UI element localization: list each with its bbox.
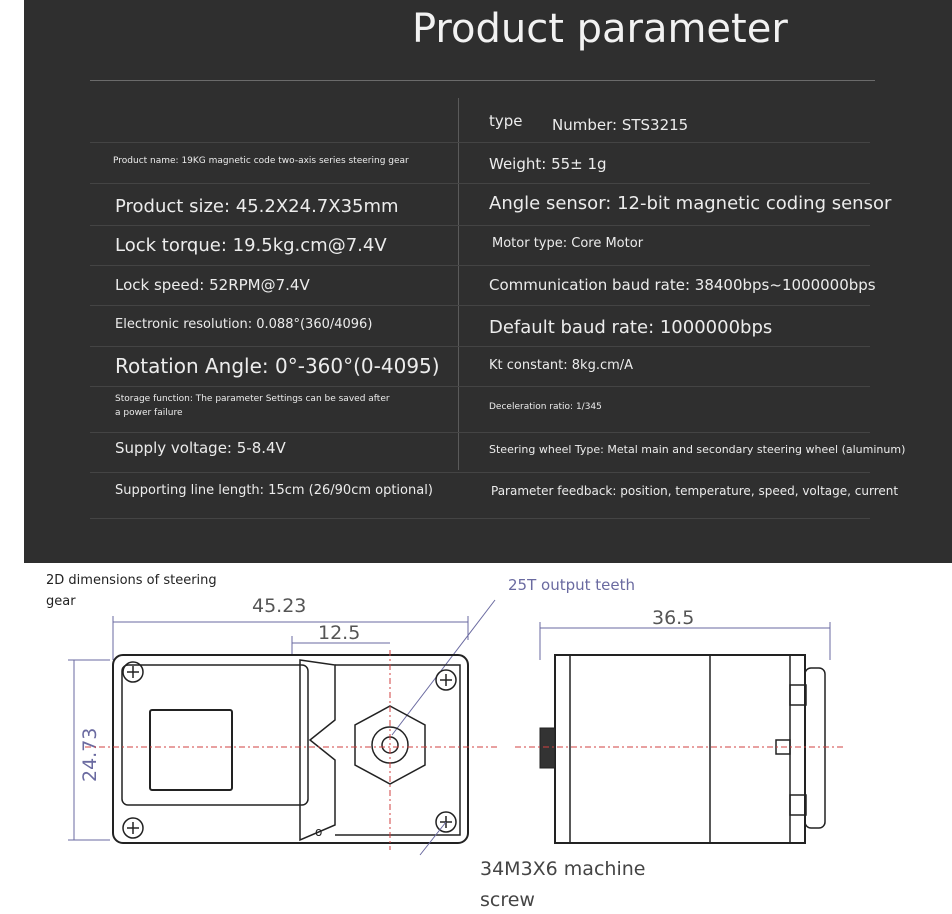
angle-sensor: Angle sensor: 12-bit magnetic coding sensor xyxy=(489,193,892,214)
model-number: Number: STS3215 xyxy=(552,116,689,134)
lock-torque: Lock torque: 19.5kg.cm@7.4V xyxy=(115,235,387,256)
screw-leader xyxy=(420,822,446,855)
diagram-caption-line1: 2D dimensions of steering xyxy=(46,573,217,588)
row-divider xyxy=(90,183,870,184)
product-size: Product size: 45.2X24.7X35mm xyxy=(115,196,399,217)
type-label: type xyxy=(489,112,523,130)
servo-side-view xyxy=(540,655,825,843)
output-gear-teeth xyxy=(540,728,555,768)
row-divider xyxy=(90,472,870,473)
product-name: Product name: 19KG magnetic code two-axis series steering gear xyxy=(113,156,409,166)
row-divider xyxy=(90,432,870,433)
screw-icon xyxy=(436,670,456,690)
screw-icon xyxy=(123,818,143,838)
divider xyxy=(90,80,875,81)
diagram-caption-line2: gear xyxy=(46,594,76,609)
row-divider xyxy=(90,518,870,519)
motor-type: Motor type: Core Motor xyxy=(492,236,644,251)
dim-depth-label: 36.5 xyxy=(652,607,695,629)
parameter-feedback: Parameter feedback: position, temperature, speed, voltage, current xyxy=(491,484,899,498)
row-divider xyxy=(90,346,870,347)
lock-speed: Lock speed: 52RPM@7.4V xyxy=(115,276,310,294)
row-divider xyxy=(90,386,870,387)
dim-offset-label: 12.5 xyxy=(318,622,361,644)
row-divider xyxy=(90,142,870,143)
row-divider xyxy=(90,305,870,306)
servo-drawing-svg xyxy=(0,563,952,910)
output-teeth-label: 25T output teeth xyxy=(508,576,635,594)
row-divider xyxy=(90,225,870,226)
steering-wheel-type: Steering wheel Type: Metal main and secondary steering wheel (aluminum) xyxy=(489,443,906,456)
parameter-panel xyxy=(24,0,952,563)
kt-constant: Kt constant: 8kg.cm/A xyxy=(489,358,634,373)
communication-baud-rate: Communication baud rate: 38400bps~1000000bps xyxy=(489,276,876,294)
storage-function: Storage function: The parameter Settings can be saved after a power failure xyxy=(115,394,390,418)
default-baud-rate: Default baud rate: 1000000bps xyxy=(489,317,773,338)
screw-label-line1: 34M3X6 machine xyxy=(480,858,646,880)
dim-length-label: 45.23 xyxy=(252,595,307,617)
column-divider xyxy=(458,98,459,470)
mark-o: o xyxy=(315,825,323,839)
supporting-line-length: Supporting line length: 15cm (26/90cm optional) xyxy=(115,483,433,498)
rotation-angle: Rotation Angle: 0°-360°(0-4095) xyxy=(115,354,440,378)
dim-height-label: 24.73 xyxy=(79,727,101,782)
deceleration-ratio: Deceleration ratio: 1/345 xyxy=(489,402,602,412)
electronic-resolution: Electronic resolution: 0.088°(360/4096) xyxy=(115,317,373,332)
screw-label-line2: screw xyxy=(480,889,535,910)
dimension-drawing xyxy=(0,563,952,910)
weight: Weight: 55± 1g xyxy=(489,155,607,173)
row-divider xyxy=(90,265,870,266)
servo-front-view xyxy=(113,655,468,843)
page-title: Product parameter xyxy=(412,6,788,52)
supply-voltage: Supply voltage: 5-8.4V xyxy=(115,439,286,457)
